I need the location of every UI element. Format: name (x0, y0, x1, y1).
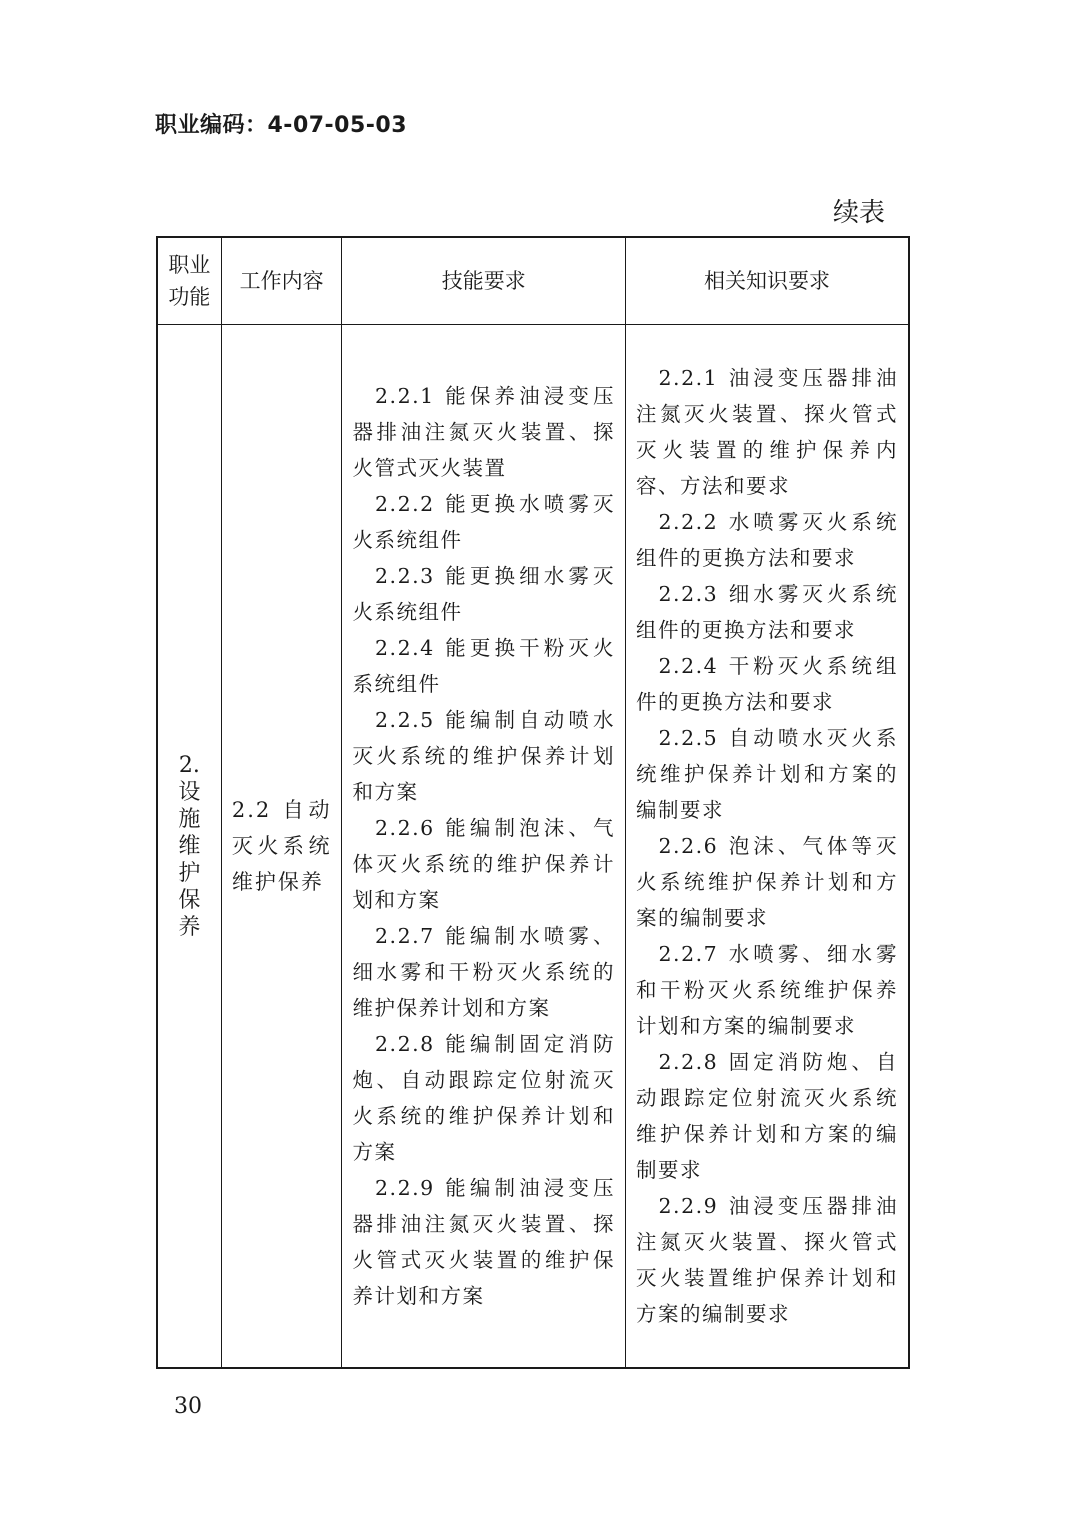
skill-requirements-table (156, 236, 910, 1369)
header-knowledge: 相关知识要求 (625, 237, 909, 325)
skill-item: 2.2.3 能更换细水雾灭火系统组件 (352, 564, 615, 624)
skill-item: 2.2.9 能编制油浸变压器排油注氮灭火装置、探火管式灭火装置的维护保养计划和方案 (352, 1176, 615, 1308)
knowledge-item: 2.2.3 细水雾灭火系统组件的更换方法和要求 (635, 582, 898, 642)
table-header-row (157, 237, 909, 325)
skill-item: 2.2.5 能编制自动喷水灭火系统的维护保养计划和方案 (352, 708, 615, 804)
header-function (157, 237, 221, 325)
knowledge-item: 2.2.5 自动喷水灭火系统维护保养计划和方案的编制要求 (635, 726, 898, 822)
skill-item: 2.2.6 能编制泡沫、气体灭火系统的维护保养计划和方案 (352, 816, 615, 912)
knowledge-list (636, 360, 898, 1332)
skill-item: 2.2.7 能编制水喷雾、细水雾和干粉灭火系统的维护保养计划和方案 (352, 924, 615, 1020)
knowledge-item: 2.2.9 油浸变压器排油注氮灭火装置、探火管式灭火装置维护保养计划和方案的编制要求 (635, 1194, 898, 1326)
header-function-label: 职业 功能 (168, 253, 211, 309)
knowledge-item: 2.2.4 干粉灭火系统组件的更换方法和要求 (635, 654, 898, 714)
knowledge-item: 2.2.7 水喷雾、细水雾和干粉灭火系统维护保养计划和方案的编制要求 (635, 942, 898, 1038)
knowledge-item: 2.2.2 水喷雾灭火系统组件的更换方法和要求 (635, 510, 898, 570)
skill-item: 2.2.8 能编制固定消防炮、自动跟踪定位射流灭火系统的维护保养计划和方案 (352, 1032, 615, 1164)
skill-item: 2.2.1 能保养油浸变压器排油注氮灭火装置、探火管式灭火装置 (352, 384, 615, 480)
knowledge-item: 2.2.6 泡沫、气体等灭火系统维护保养计划和方案的编制要求 (635, 834, 898, 930)
knowledge-item: 2.2.8 固定消防炮、自动跟踪定位射流灭火系统维护保养计划和方案的编制要求 (635, 1050, 898, 1182)
work-content-label: 2.2 自动灭火系统维护保养 (231, 798, 332, 894)
skill-item: 2.2.2 能更换水喷雾灭火系统组件 (352, 492, 615, 552)
page-number: 30 (174, 1394, 202, 1419)
skill-cell (342, 325, 626, 1369)
knowledge-cell (625, 325, 909, 1369)
knowledge-item: 2.2.1 油浸变压器排油注氮灭火装置、探火管式灭火装置的维护保养内容、方法和要求 (635, 366, 898, 498)
header-work-content: 工作内容 (221, 237, 342, 325)
work-content-cell (221, 325, 342, 1369)
function-label: 2.设施维护保养 (178, 752, 201, 940)
table-row (157, 325, 909, 1369)
continued-label: 续表 (832, 198, 885, 228)
occupation-code: 职业编码：4-07-05-03 (155, 113, 408, 138)
header-skill: 技能要求 (342, 237, 626, 325)
function-cell (157, 325, 221, 1369)
skill-item: 2.2.4 能更换干粉灭火系统组件 (352, 636, 615, 696)
skill-list (352, 378, 615, 1314)
